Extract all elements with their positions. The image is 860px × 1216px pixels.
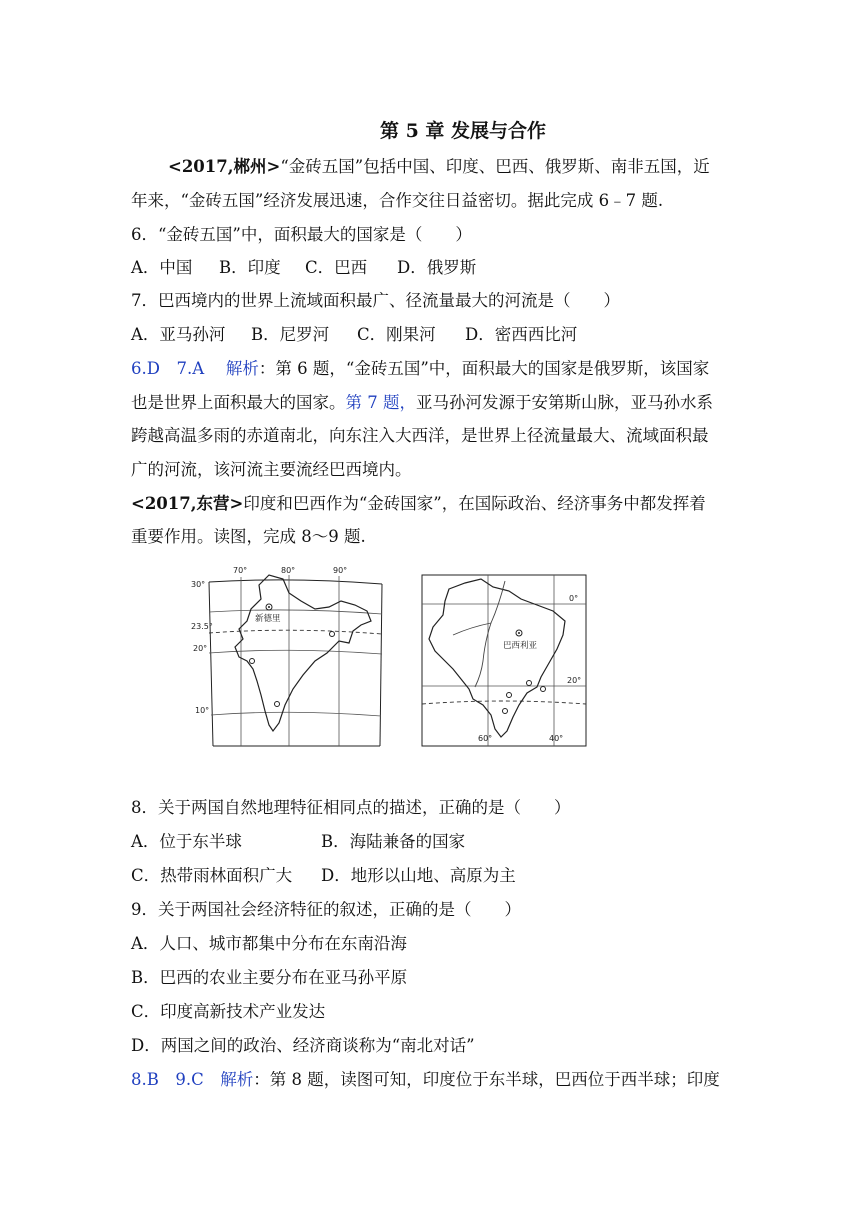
india-lat-label-1: 30° xyxy=(191,580,206,589)
answer-8-9-key: 8.B 9.C xyxy=(131,1070,204,1089)
q8-option-a: A．位于东半球 xyxy=(131,832,242,851)
intro2-line1 xyxy=(131,493,731,515)
brazil-lon-label-2: 40° xyxy=(549,734,564,743)
q6-options xyxy=(131,257,731,279)
brazil-lon-label-1: 60° xyxy=(478,734,493,743)
page-title: 第 5 章 发展与合作 xyxy=(379,120,547,142)
answer-6-7-text2b: 亚马孙河发源于安第斯山脉，亚马孙水系 xyxy=(416,393,713,412)
q6-option-c: C．巴西 xyxy=(305,258,368,277)
q7-option-b: B．尼罗河 xyxy=(251,325,330,344)
q9-option-b: B．巴西的农业主要分布在亚马孙平原 xyxy=(131,968,408,987)
india-lat-label-4: 10° xyxy=(195,706,210,715)
answer-6-7-line3: 跨越高温多雨的赤道南北，向东注入大西洋，是世界上径流量最大、流域面积最 xyxy=(131,426,709,445)
q8-options-row1 xyxy=(131,831,731,853)
answer-6-7-label: 解析 xyxy=(225,359,259,378)
brazil-city-label: 巴西利亚 xyxy=(503,641,538,651)
intro2-line2: 重要作用。读图，完成 8～9 题. xyxy=(131,527,366,546)
q9-option-a: A．人口、城市都集中分布在东南沿海 xyxy=(131,934,407,953)
answer-6-7-line2 xyxy=(131,392,731,414)
maps-figure xyxy=(191,565,591,750)
india-lon-label-2: 80° xyxy=(281,566,296,575)
q7-stem: 7．巴西境内的世界上流域面积最广、径流量最大的河流是（ ） xyxy=(131,291,620,310)
answer-6-7-line1 xyxy=(131,358,731,380)
q7-option-d: D．密西西比河 xyxy=(465,325,578,344)
india-map xyxy=(191,566,382,746)
q7-option-c: C．刚果河 xyxy=(357,325,436,344)
q8-options-row2 xyxy=(131,865,731,887)
india-city-label: 新德里 xyxy=(255,614,281,624)
answer-6-7-q7-ref: 第 7 题， xyxy=(345,393,416,412)
intro1-line2: 年来，“金砖五国”经济发展迅速，合作交往日益密切。据此完成 6﹣7 题. xyxy=(131,191,664,210)
india-lat-label-3: 20° xyxy=(193,644,208,653)
brazil-lat-label-1: 0° xyxy=(569,594,579,603)
india-lon-label-1: 70° xyxy=(233,566,248,575)
answer-6-7-text2: 也是世界上面积最大的国家。 xyxy=(131,393,346,412)
brazil-lat-label-2: 20° xyxy=(567,676,582,685)
q7-option-a: A．亚马孙河 xyxy=(131,325,226,344)
answer-8-9-line1 xyxy=(131,1069,731,1091)
brazil-map xyxy=(422,575,586,746)
q6-stem: 6．“金砖五国”中，面积最大的国家是（ ） xyxy=(131,225,472,244)
q9-stem: 9．关于两国社会经济特征的叙述，正确的是（ ） xyxy=(131,900,521,919)
india-lat-label-2: 23.5° xyxy=(191,622,213,631)
intro2-text1: 印度和巴西作为“金砖国家”，在国际政治、经济事务中都发挥着 xyxy=(243,494,706,513)
answer-6-7-key: 6.D 7.A xyxy=(131,359,205,378)
q6-option-b: B．印度 xyxy=(219,258,281,277)
intro2-source: <2017,东营> xyxy=(131,494,244,513)
intro1-text1: “金砖五国”包括中国、印度、巴西、俄罗斯、南非五国，近 xyxy=(280,157,710,176)
india-lon-label-3: 90° xyxy=(333,566,348,575)
q8-option-b: B．海陆兼备的国家 xyxy=(321,832,466,851)
intro1-source: <2017,郴州> xyxy=(168,157,281,176)
intro1-line1 xyxy=(168,156,768,178)
q9-option-c: C．印度高新技术产业发达 xyxy=(131,1002,326,1021)
answer-8-9-text1: ：第 8 题，读图可知，印度位于东半球，巴西位于西半球；印度 xyxy=(253,1070,720,1089)
q9-option-d: D．两国之间的政治、经济商谈称为“南北对话” xyxy=(131,1036,475,1055)
q7-options xyxy=(131,324,731,346)
answer-6-7-text1: ：第 6 题，“金砖五国”中，面积最大的国家是俄罗斯，该国家 xyxy=(258,359,710,378)
q8-option-c: C．热带雨林面积广大 xyxy=(131,866,293,885)
q8-option-d: D．地形以山地、高原为主 xyxy=(321,866,516,885)
q6-option-d: D．俄罗斯 xyxy=(397,258,477,277)
answer-6-7-line4: 广的河流，该河流主要流经巴西境内。 xyxy=(131,460,412,479)
answer-8-9-label: 解析 xyxy=(220,1070,254,1089)
q6-option-a: A．中国 xyxy=(131,258,193,277)
q8-stem: 8．关于两国自然地理特征相同点的描述，正确的是（ ） xyxy=(131,798,571,817)
